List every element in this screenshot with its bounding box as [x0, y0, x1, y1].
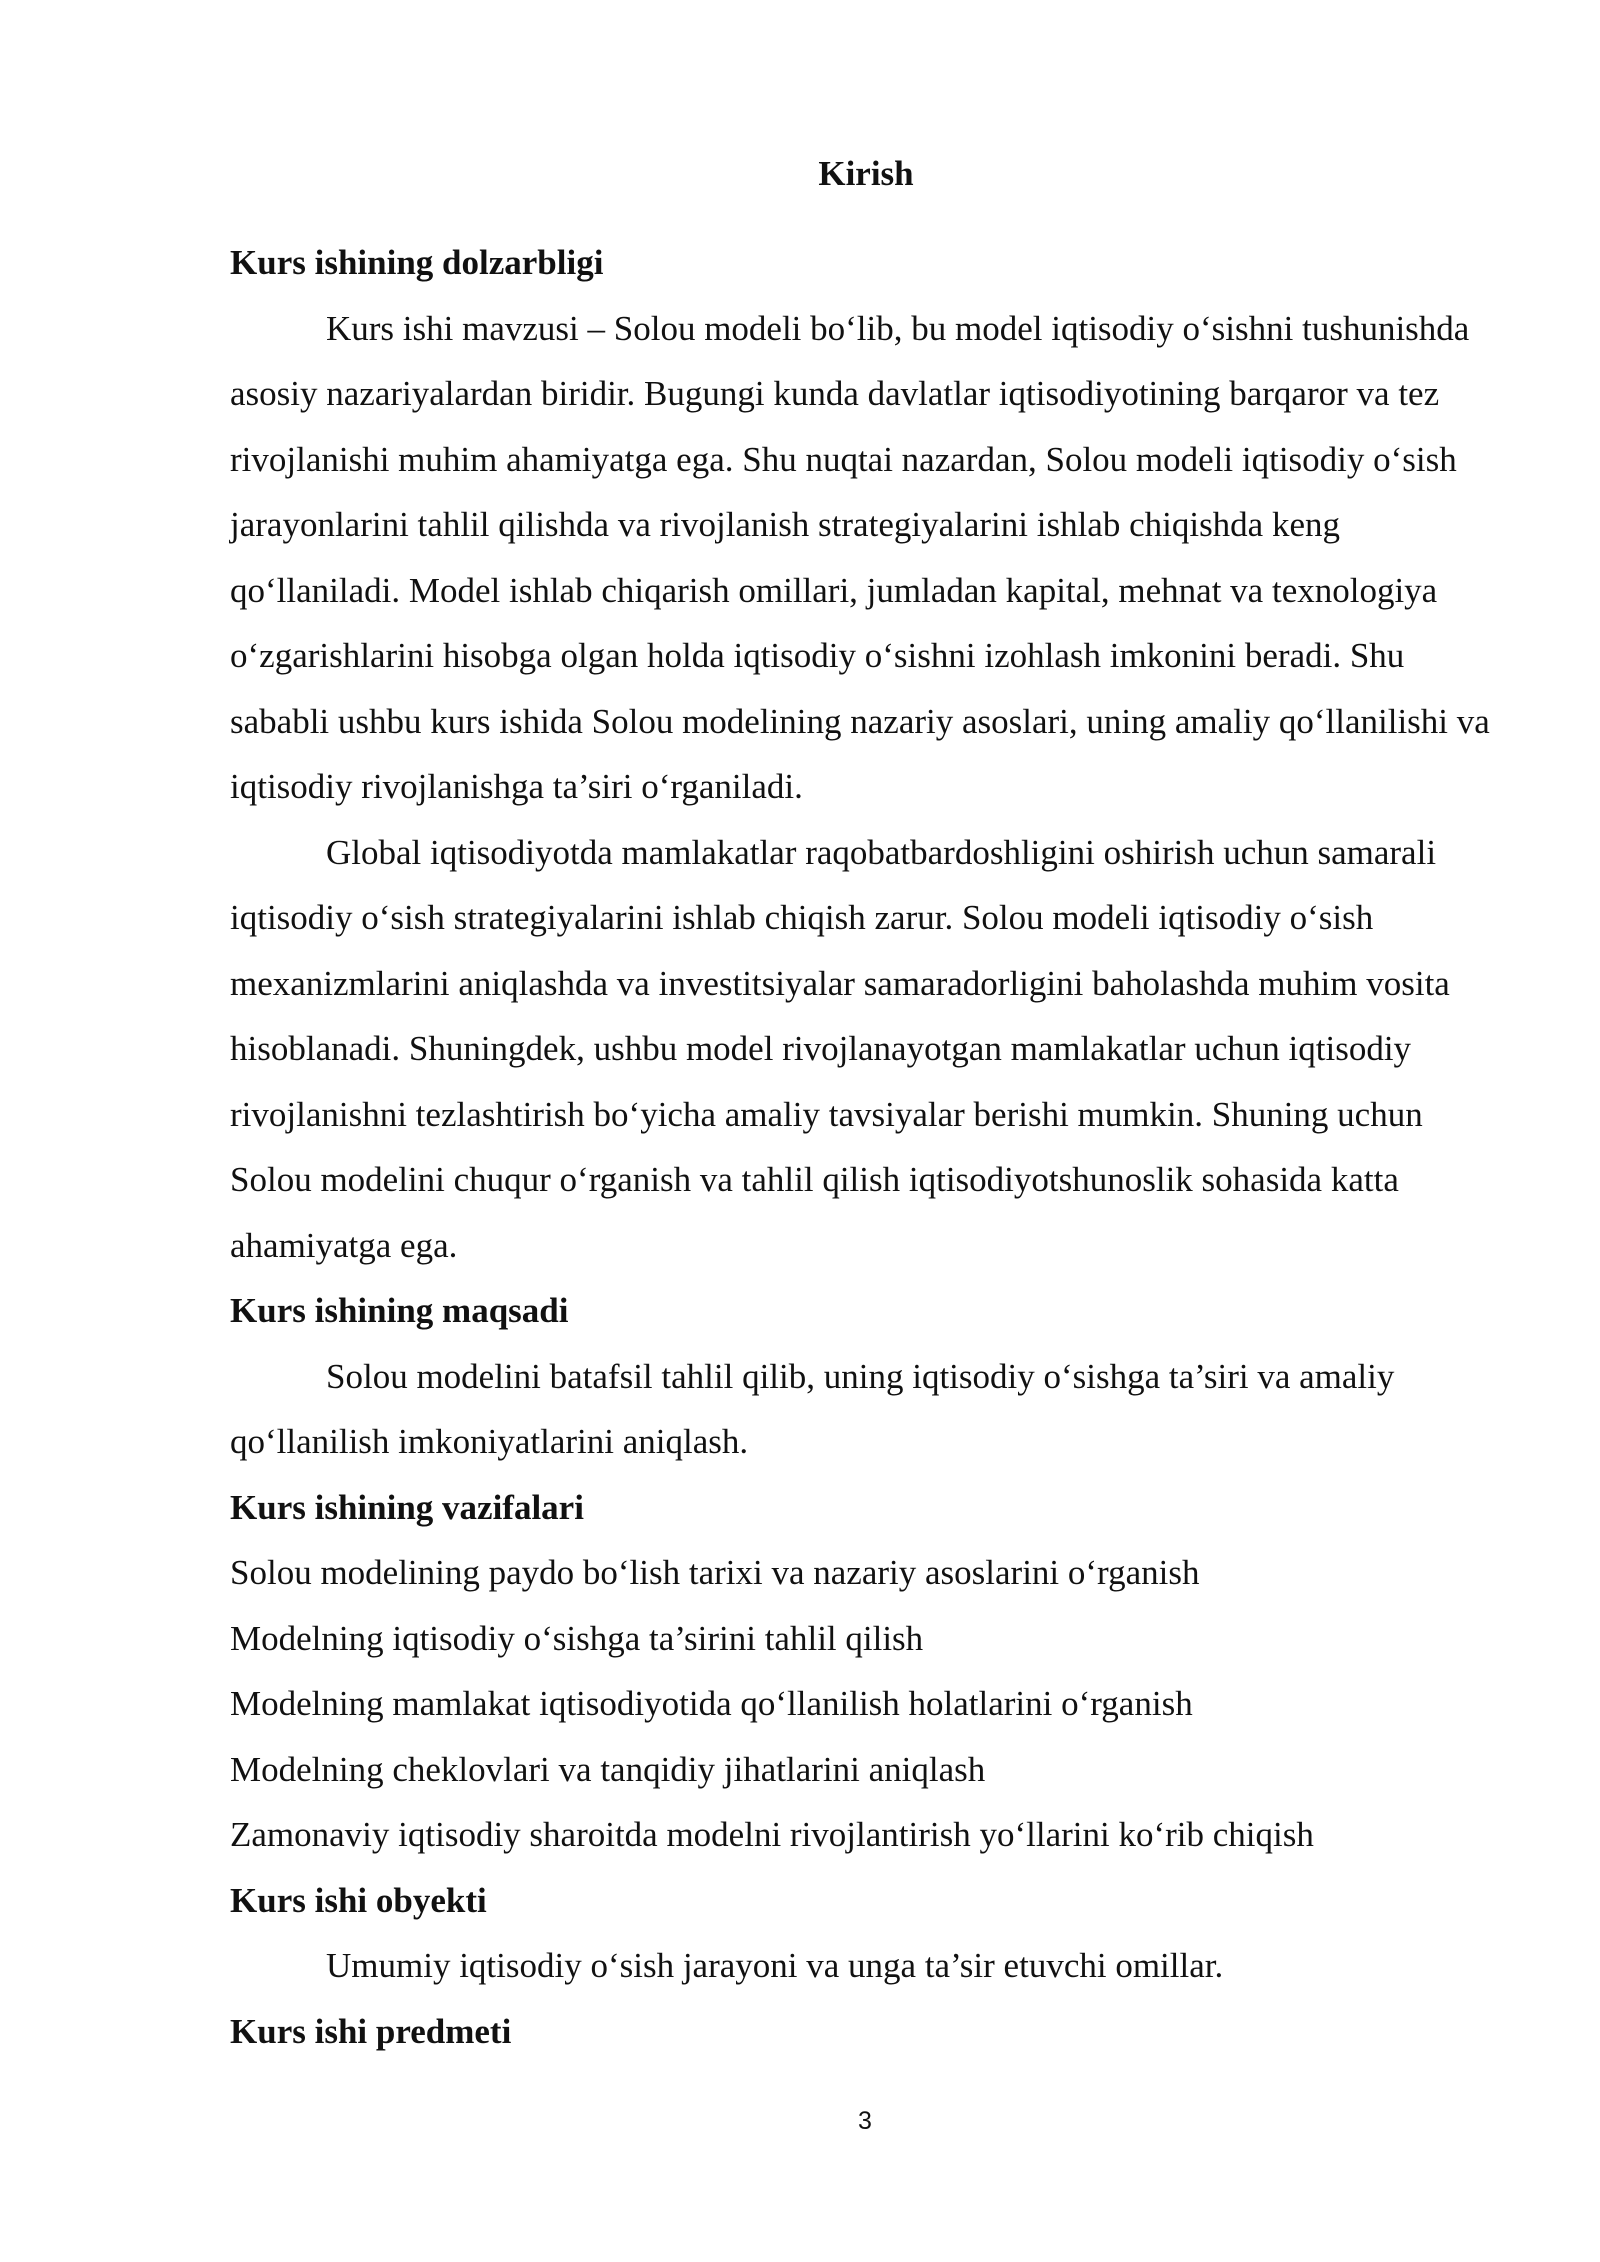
heading-dolzarbligi: Kurs ishining dolzarbligi: [230, 243, 604, 282]
heading-maqsadi: Kurs ishining maqsadi: [230, 1291, 569, 1330]
task-item: Modelning iqtisodiy o‘sishga ta’sirini tahlil qilish: [230, 1618, 924, 1658]
task-item: Modelning cheklovlari va tanqidiy jihatlarini aniqlash: [230, 1749, 986, 1789]
heading-vazifalari: Kurs ishining vazifalari: [230, 1487, 584, 1527]
document-title: Kirish: [818, 154, 914, 193]
document-page: [230, 148, 1500, 2064]
paragraph-dolzarbligi-2: Global iqtisodiyotda mamlakatlar raqobatbardoshligini oshirish uchun samarali iqtisodiy o‘sish strategiyalarini ishlab chiqish zarur. Solou modeli iqtisodiy o‘sish mexanizmlarini aniqlashda va investitsiyalar samaradorligini baholashda muhim vosita hisoblanadi. Shuningdek, ushbu model rivojlanayotgan mamlakatlar uchun iqtisodiy rivojlanishni tezlashtirish bo‘yicha amaliy tavsiyalar berishi mumkin. Shuning uchun Solou modelini chuqur o‘rganish va tahlil qilish iqtisodiyotshunoslik sohasida katta ahamiyatga ega.: [230, 832, 1450, 1265]
task-item: Solou modelining paydo bo‘lish tarixi va nazariy asoslarini o‘rganish: [230, 1553, 1200, 1592]
task-list: [230, 1540, 1500, 1868]
task-item: Modelning mamlakat iqtisodiyotida qo‘llanilish holatlarini o‘rganish: [230, 1684, 1193, 1723]
paragraph-obyekti: Umumiy iqtisodiy o‘sish jarayoni va unga ta’sir etuvchi omillar.: [326, 1946, 1224, 1985]
paragraph-maqsadi: Solou modelini batafsil tahlil qilib, uning iqtisodiy o‘sishga ta’siri va amaliy qo‘llanilish imkoniyatlarini aniqlash.: [230, 1356, 1395, 1461]
page-number: 3: [858, 2107, 872, 2135]
heading-predmeti: Kurs ishi predmeti: [230, 2011, 512, 2051]
paragraph-dolzarbligi-1: Kurs ishi mavzusi – Solou modeli bo‘lib, bu model iqtisodiy o‘sishni tushunishda asosiy nazariyalardan biridir. Bugungi kunda davlatlar iqtisodiyotining barqaror va tez rivojlanishi muhim ahamiyatga ega. Shu nuqtai nazardan, Solou modeli iqtisodiy o‘sish jarayonlarini tahlil qilishda va rivojlanish strategiyalarini ishlab chiqishda keng qo‘llaniladi. Model ishlab chiqarish omillari, jumladan kapital, mehnat va texnologiya o‘zgarishlarini hisobga olgan holda iqtisodiy o‘sishni izohlash imkonini beradi. Shu sababli ushbu kurs ishida Solou modelining nazariy asoslari, uning amaliy qo‘llanilishi va iqtisodiy rivojlanishga ta’siri o‘rganiladi.: [230, 308, 1490, 806]
task-item: Zamonaviy iqtisodiy sharoitda modelni rivojlantirish yo‘llarini ko‘rib chiqish: [230, 1815, 1314, 1854]
heading-obyekti: Kurs ishi obyekti: [230, 1880, 487, 1920]
